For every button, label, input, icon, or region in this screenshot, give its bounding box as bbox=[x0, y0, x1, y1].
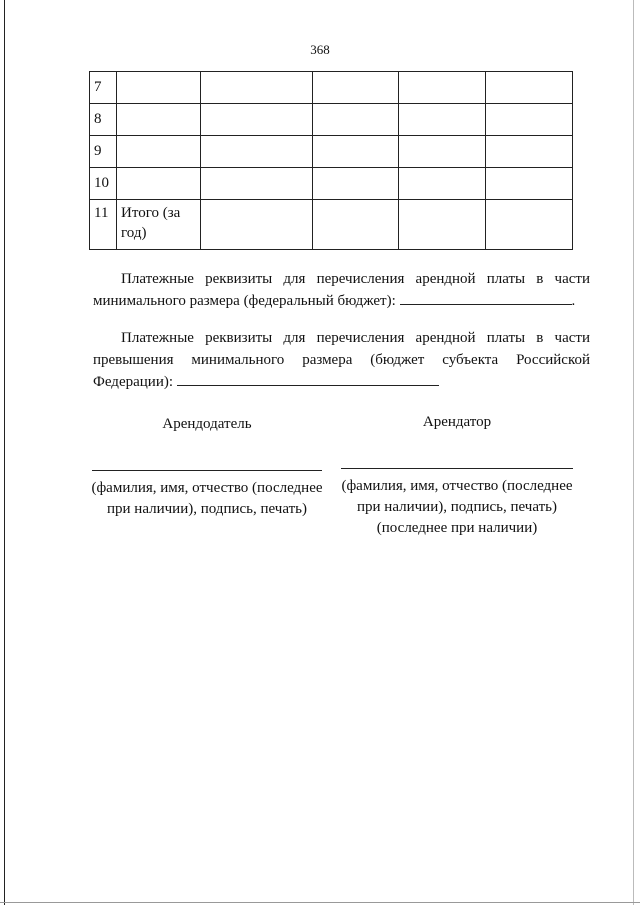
landlord-signature-caption: (фамилия, имя, отчество (последнее при наличии), подпись, печать) bbox=[91, 480, 323, 517]
row-label bbox=[117, 104, 201, 136]
row-number: 9 bbox=[90, 136, 117, 168]
table-cell bbox=[201, 104, 313, 136]
landlord-title: Арендодатель bbox=[162, 416, 252, 432]
table-row-total bbox=[90, 200, 573, 250]
table-cell bbox=[486, 104, 573, 136]
table-cell bbox=[313, 200, 399, 250]
tenant-title: Арендатор bbox=[422, 414, 492, 430]
row-label bbox=[117, 168, 201, 200]
table-cell bbox=[313, 104, 399, 136]
table-cell bbox=[399, 104, 486, 136]
page-number: 368 bbox=[310, 42, 330, 57]
table-cell bbox=[201, 168, 313, 200]
table-cell bbox=[399, 136, 486, 168]
row-number: 11 bbox=[90, 200, 117, 250]
table-cell bbox=[486, 136, 573, 168]
row-number: 10 bbox=[90, 168, 117, 200]
table-cell bbox=[399, 200, 486, 250]
row-label bbox=[117, 72, 201, 104]
rent-schedule-table bbox=[89, 71, 573, 250]
payment-details-regional bbox=[93, 327, 590, 393]
payment-details-federal bbox=[93, 268, 590, 312]
payment-regional-text: Платежные реквизиты для перечисления арендной платы в части превышения минимального размера (бюджет субъекта Российской Федерации): bbox=[93, 330, 590, 390]
row-label bbox=[117, 136, 201, 168]
tenant-signature-caption: (фамилия, имя, отчество (последнее при наличии), подпись, печать) (последнее при наличии) bbox=[341, 478, 573, 536]
payment-federal-blank bbox=[400, 291, 572, 305]
page-bottom-edge bbox=[0, 902, 640, 903]
table-cell bbox=[313, 72, 399, 104]
table-cell bbox=[486, 200, 573, 250]
page-right-edge bbox=[633, 0, 634, 905]
table-cell bbox=[201, 200, 313, 250]
payment-federal-end: . bbox=[571, 293, 576, 309]
payment-regional-blank bbox=[177, 372, 439, 386]
row-number: 7 bbox=[90, 72, 117, 104]
table-cell bbox=[399, 168, 486, 200]
table-cell bbox=[486, 72, 573, 104]
table-row bbox=[90, 136, 573, 168]
row-number: 8 bbox=[90, 104, 117, 136]
table-cell bbox=[399, 72, 486, 104]
landlord-signature-line bbox=[92, 470, 322, 471]
page-left-edge bbox=[4, 0, 5, 905]
table-cell bbox=[313, 168, 399, 200]
tenant-signature-line bbox=[341, 468, 573, 469]
table-row bbox=[90, 104, 573, 136]
table-cell bbox=[201, 136, 313, 168]
table-cell bbox=[486, 168, 573, 200]
payment-federal-text: Платежные реквизиты для перечисления арендной платы в части минимального размера (федеральный бюджет): bbox=[93, 271, 590, 309]
row-label: Итого (за год) bbox=[117, 200, 201, 250]
table-cell bbox=[313, 136, 399, 168]
table-row bbox=[90, 168, 573, 200]
table-row bbox=[90, 72, 573, 104]
table-cell bbox=[201, 72, 313, 104]
